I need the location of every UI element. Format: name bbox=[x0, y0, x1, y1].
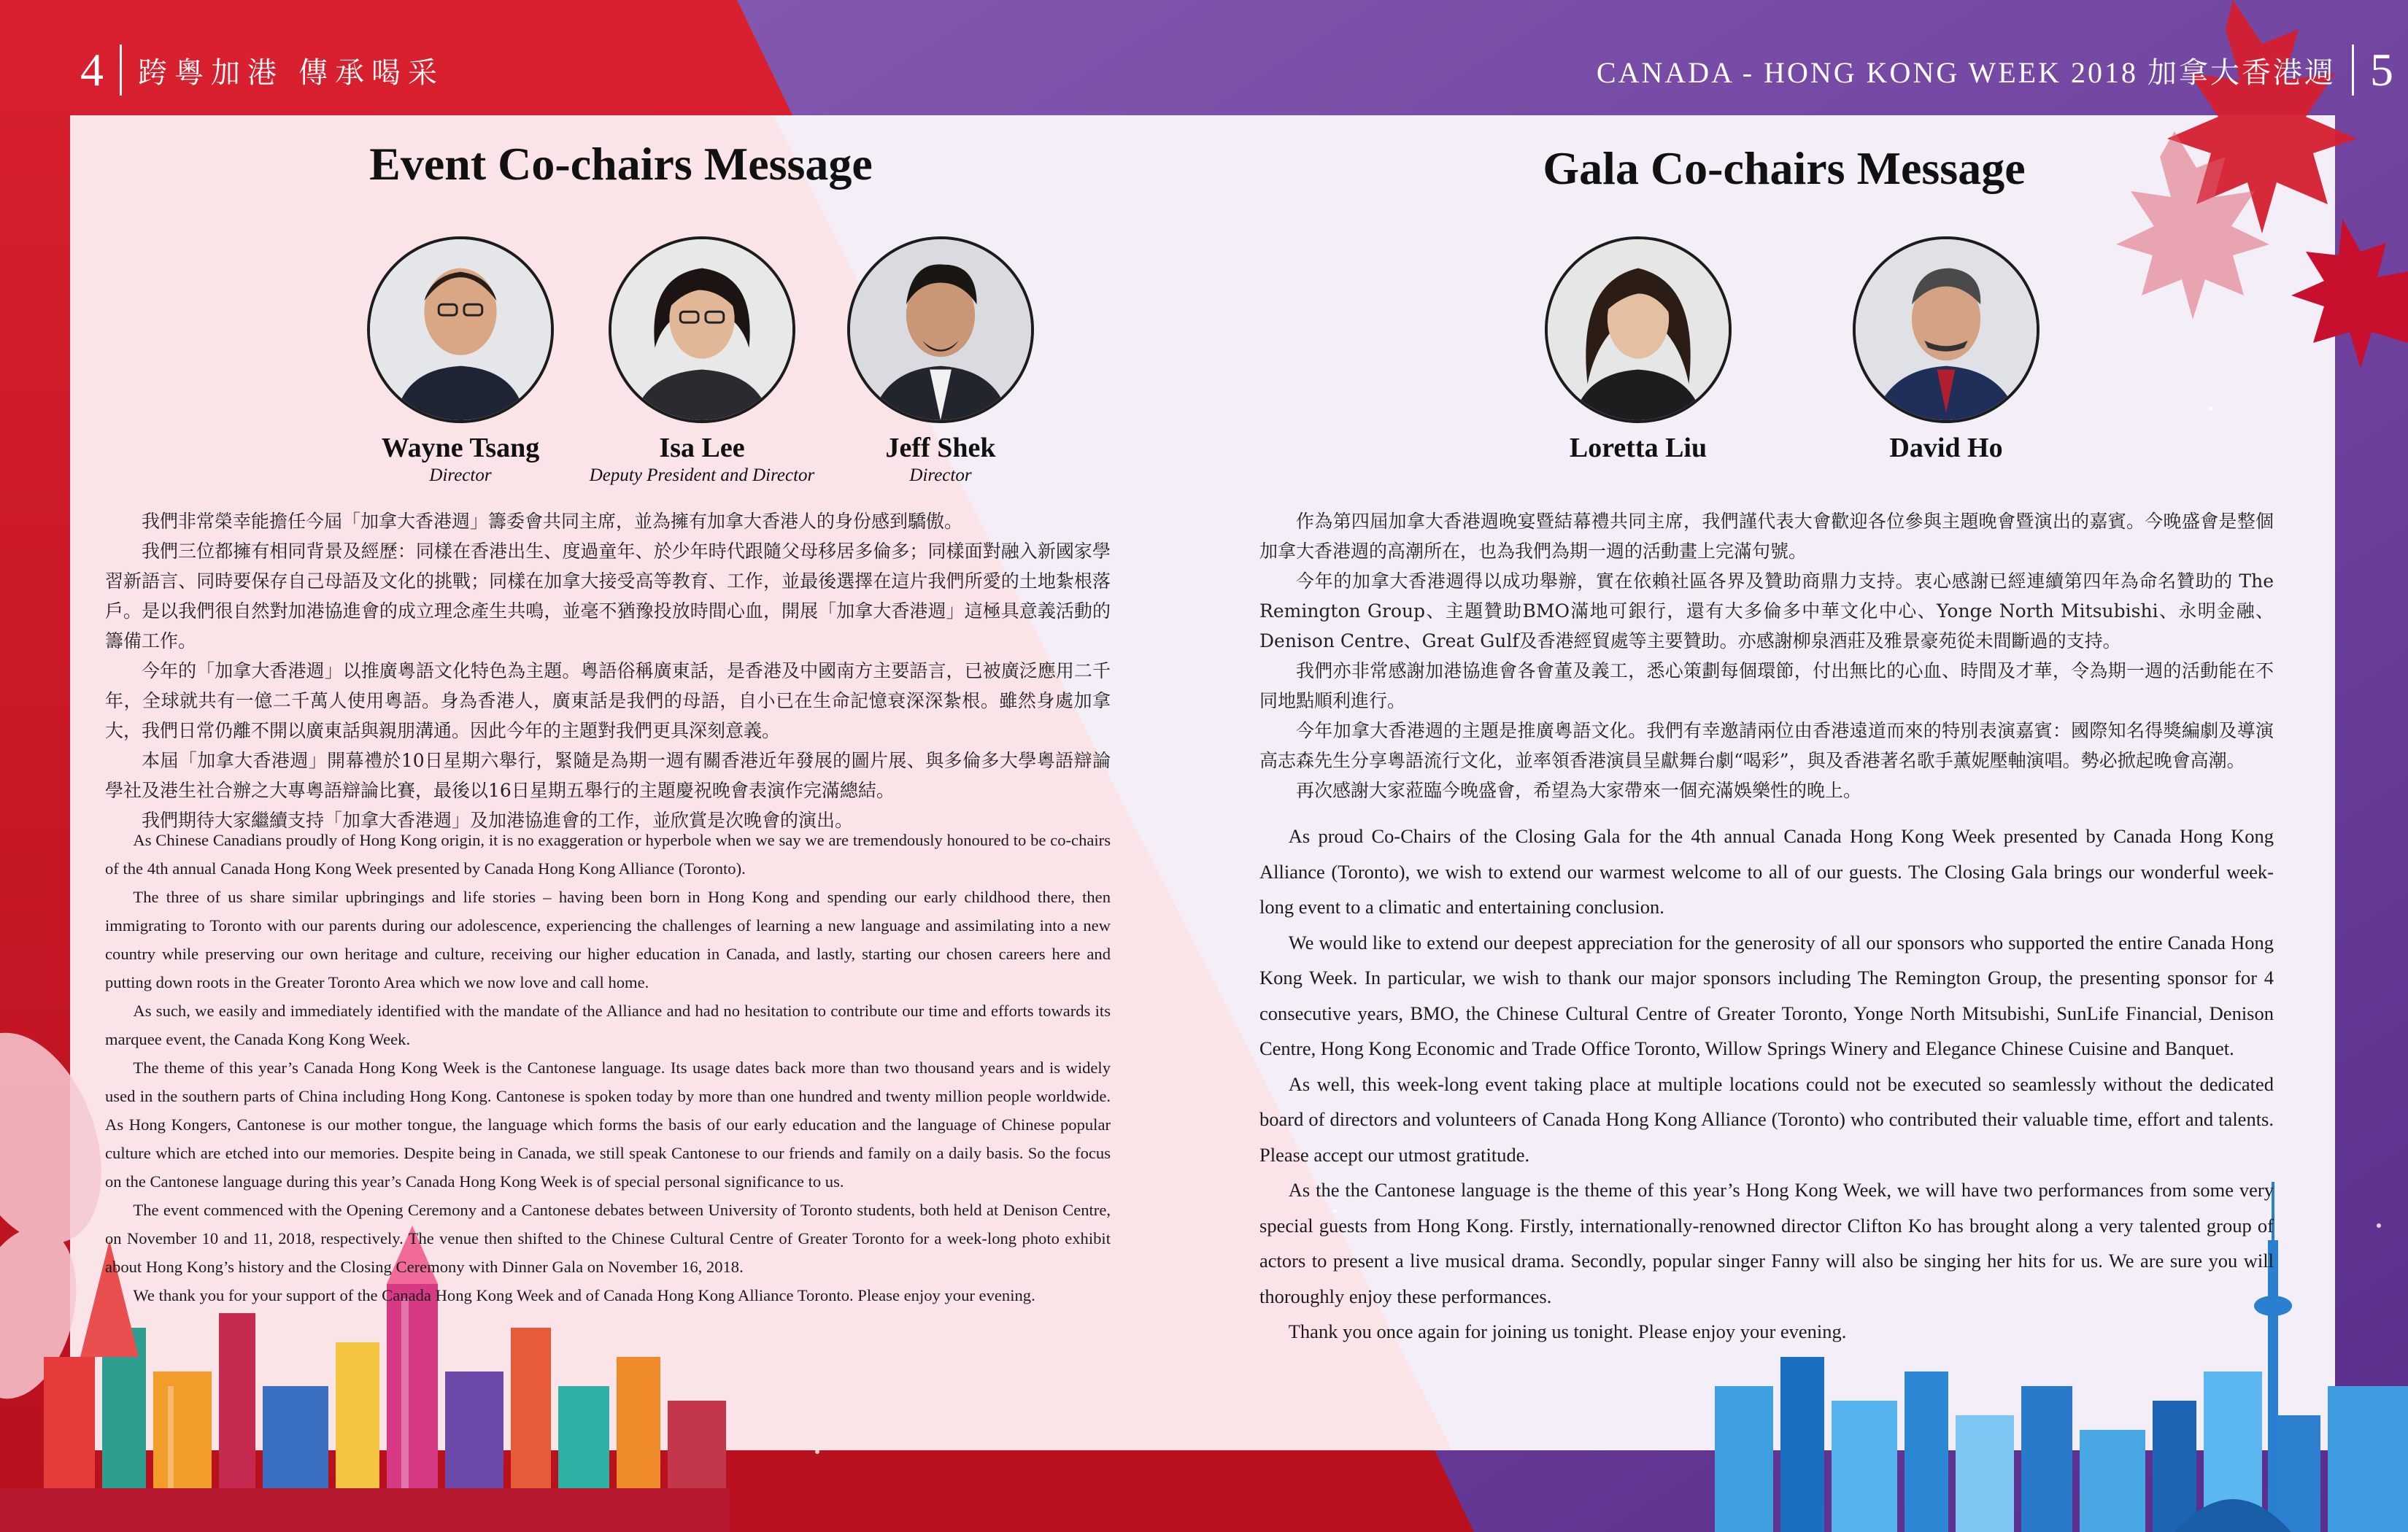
person-icon bbox=[1548, 239, 1729, 420]
paragraph: As well, this week-long event taking place at multiple locations could not be executed so seamlessly without the dedicated board of directors and volunteers of Canada Hong Kong Alliance (Toronto) who contributed their valuable time, effort and talents. Please accept our utmost gratitude. bbox=[1259, 1072, 2274, 1166]
person-icon bbox=[370, 239, 551, 420]
paragraph: 今年的加拿大香港週得以成功舉辦，實在依賴社區各界及贊助商鼎力支持。衷心感謝已經連續第四年為命名贊助的 The Remington Group、主題贊助BMO滿地可銀行，還有大多倫多中華文化中心、Yonge North Mitsubishi、永明金融、Denison Centre、Great Gulf及香港經貿處等主要贊助。亦感謝柳泉酒莊及雅景豪苑從未間斷過的支持。 bbox=[1259, 570, 2274, 651]
gala-cochairs-panel bbox=[1233, 115, 2335, 1450]
person-role: Director bbox=[429, 465, 492, 485]
page-number-left: 4 bbox=[80, 44, 104, 96]
person-icon bbox=[1856, 239, 2037, 420]
chinese-message bbox=[1259, 506, 2274, 805]
paragraph: Thank you once again for joining us tonight. Please enjoy your evening. bbox=[1288, 1320, 1847, 1342]
person-card bbox=[1775, 236, 2118, 464]
paragraph: As such, we easily and immediately identified with the mandate of the Alliance and had no hesitation to contribute our time and efforts towards its marquee event, the Canada Kong Kong Week. bbox=[105, 1002, 1111, 1048]
person-name: Isa Lee bbox=[659, 433, 745, 463]
paragraph: The event commenced with the Opening Ceremony and a Cantonese debates between University of Toronto students, both held at Denison Centre, on November 10 and 11, 2018, respectively. The venue then shifted to the Chinese Cultural Centre of Greater Toronto for a week-long photo exhibit about Hong Kong’s history and the Closing Ceremony with Dinner Gala on November 16, 2018. bbox=[105, 1201, 1111, 1276]
english-message bbox=[1259, 819, 2274, 1350]
paragraph: 我們三位都擁有相同背景及經歷：同樣在香港出生、度過童年、於少年時代跟隨父母移居多倫多；同樣面對融入新國家學習新語言、同時要保存自己母語及文化的挑戰；同樣在加拿大接受高等教育、工作，並最後選擇在這片我們所愛的土地紮根落戶。是以我們很自然對加港協進會的成立理念產生共鳴，並毫不猶豫投放時間心血，開展「加拿大香港週」這極具意義活動的籌備工作。 bbox=[105, 541, 1111, 651]
person-role: Director bbox=[909, 465, 972, 485]
chinese-message bbox=[105, 506, 1111, 835]
paragraph: 今年的「加拿大香港週」以推廣粵語文化特色為主題。粵語俗稱廣東話，是香港及中國南方主要語言，已被廣泛應用二千年，全球就共有一億二千萬人使用粵語。身為香港人，廣東話是我們的母語，自小已在生命記憶衰深深紮根。雖然身處加拿大，我們日常仍離不開以廣東話與親朋溝通。因此今年的主題對我們更具深刻意義。 bbox=[105, 660, 1111, 741]
header-divider bbox=[120, 45, 122, 96]
header-divider bbox=[2352, 45, 2354, 96]
paragraph: We thank you for your support of the Canada Hong Kong Week and of Canada Hong Kong Alliance Toronto. Please enjoy your evening. bbox=[133, 1286, 1035, 1304]
paragraph: We would like to extend our deepest appreciation for the generosity of all our sponsors who supported the entire Canada Hong Kong Week. In particular, we wish to thank our major sponsors including The Remington Group, the presenting sponsor for 4 consecutive years, BMO, the Chinese Cultural Centre of Greater Toronto, Yonge North Mitsubishi, SunLife Financial, Denison Centre, Hong Kong Economic and Trade Office Toronto, Willow Springs Winery and Elegance Chinese Cuisine and Banquet. bbox=[1259, 931, 2274, 1059]
paragraph: 今年加拿大香港週的主題是推廣粵語文化。我們有幸邀請兩位由香港遠道而來的特別表演嘉賓：國際知名得獎編劇及導演高志森先生分享粵語流行文化，並率領香港演員呈獻舞台劇“喝彩”，與及香港著名歌手薰妮壓軸演唱。勢必掀起晚會高潮。 bbox=[1259, 720, 2274, 771]
header-left bbox=[80, 41, 444, 99]
person-icon bbox=[611, 239, 792, 420]
portrait-photo bbox=[609, 236, 795, 423]
header-right bbox=[1597, 41, 2393, 99]
person-name: Jeff Shek bbox=[885, 433, 996, 463]
event-cochairs-panel bbox=[70, 115, 1172, 1450]
portrait-photo bbox=[847, 236, 1034, 423]
portrait-photo bbox=[367, 236, 554, 423]
person-role: Deputy President and Director bbox=[589, 465, 815, 485]
english-message bbox=[105, 826, 1111, 1309]
paragraph: As Chinese Canadians proudly of Hong Kong origin, it is no exaggeration or hyperbole when we say we are tremendously honoured to be co-chairs of the 4th annual Canada Hong Kong Week presented by Canada Hong Kong Alliance (Toronto). bbox=[105, 831, 1111, 878]
paragraph: As proud Co-Chairs of the Closing Gala for the 4th annual Canada Hong Kong Week presented by Canada Hong Kong Alliance (Toronto), we wish to extend our warmest welcome to all of our guests. The Closing Gala brings our wonderful week-long event to a climatic and entertaining conclusion. bbox=[1259, 825, 2274, 918]
paragraph: 我們亦非常感謝加港協進會各會董及義工，悉心策劃每個環節，付出無比的心血、時間及才華，令為期一週的活動能在不同地點順利進行。 bbox=[1259, 660, 2274, 711]
paragraph: The three of us share similar upbringings and life stories – having been born in Hong Kong and spending our early childhood there, then immigrating to Toronto with our parents during our adolescence, experiencing the challenges of learning a new language and assimilating into a new country while preserving our own heritage and culture, receiving our higher education in Canada, and lastly, starting our chosen careers here and putting down roots in the Greater Toronto Area which we now love and call home. bbox=[105, 888, 1111, 991]
header-title-left: 跨粵加港 傳承喝采 bbox=[138, 55, 444, 89]
header-title-right: CANADA - HONG KONG WEEK 2018 加拿大香港週 bbox=[1596, 55, 2336, 89]
portrait-photo bbox=[1853, 236, 2040, 423]
page-number-right: 5 bbox=[2370, 44, 2393, 96]
page-title: Gala Co-chairs Message bbox=[1543, 142, 2026, 194]
paragraph: As the the Cantonese language is the theme of this year’s Hong Kong Week, we will have two performances from some very special guests from Hong Kong. Firstly, internationally-renowned director Clifton Ko has brought along a very talented group of actors to present a live musical drama. Secondly, popular singer Fanny will also be singing her hits for us. We are sure you will thoroughly enjoy these performances. bbox=[1259, 1179, 2274, 1307]
paragraph: 我們期待大家繼續支持「加拿大香港週」及加港協進會的工作，並欣賞是次晚會的演出。 bbox=[142, 810, 854, 831]
person-name: Loretta Liu bbox=[1569, 433, 1707, 463]
paragraph: 再次感謝大家蒞臨今晚盛會，希望為大家帶來一個充滿娛樂性的晚上。 bbox=[1296, 780, 1862, 801]
person-name: Wayne Tsang bbox=[381, 433, 540, 463]
portrait-photo bbox=[1545, 236, 1732, 423]
paragraph: 本屆「加拿大香港週」開幕禮於10日星期六舉行，緊隨是為期一週有關香港近年發展的圖片展、與多倫多大學粵語辯論學社及港生社合辦之大專粵語辯論比賽，最後以16日星期五舉行的主題慶祝晚會表演作完滿總結。 bbox=[105, 750, 1111, 801]
paragraph: The theme of this year’s Canada Hong Kong Week is the Cantonese language. Its usage dates back more than two thousand years and is widely used in the southern parts of China including Hong Kong. Cantonese is spoken today by more than one hundred and twenty million people worldwide. As Hong Kongers, Cantonese is our mother tongue, the language which forms the basis of our early education and the language of Chinese popular culture which are etched into our memories. Despite being in Canada, we still speak Cantonese to our friends and family on a daily basis. So the focus on the Cantonese language during this year’s Canada Hong Kong Week is of special personal significance to us. bbox=[105, 1059, 1111, 1191]
page-title: Event Co-chairs Message bbox=[369, 138, 873, 190]
person-card bbox=[1467, 236, 1810, 464]
paragraph: 我們非常榮幸能擔任今屆「加拿大香港週」籌委會共同主席，並為擁有加拿大香港人的身份感到驕傲。 bbox=[142, 511, 963, 532]
person-name: David Ho bbox=[1889, 433, 2003, 463]
paragraph: 作為第四屆加拿大香港週晚宴暨結幕禮共同主席，我們謹代表大會歡迎各位參與主題晚會暨演出的嘉賓。今晚盛會是整個加拿大香港週的高潮所在，也為我們為期一週的活動畫上完滿句號。 bbox=[1259, 511, 2274, 562]
person-icon bbox=[850, 239, 1031, 420]
person-card bbox=[769, 236, 1112, 487]
